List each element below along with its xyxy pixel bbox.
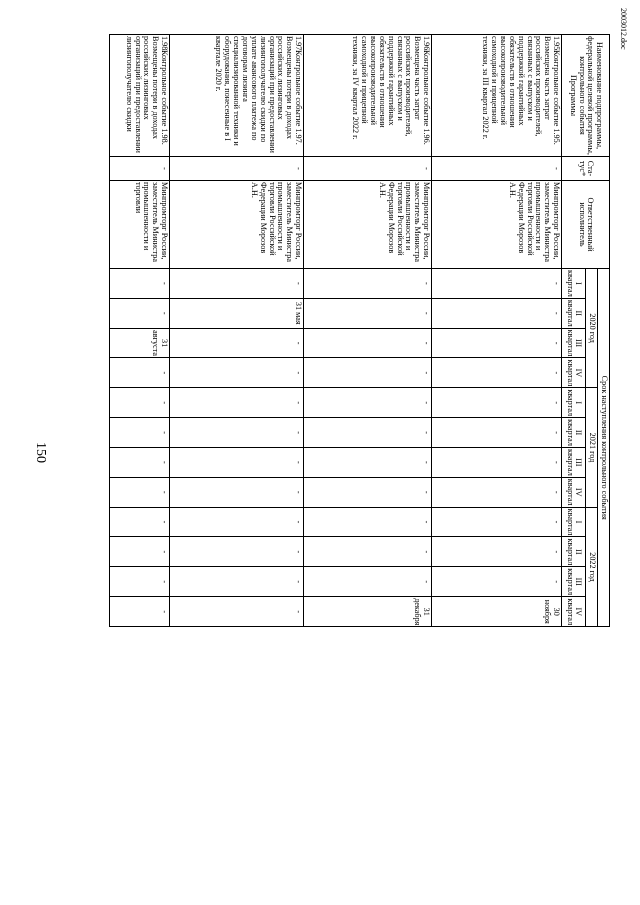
quarter-cell: - — [110, 447, 170, 477]
quarter-cell: - — [432, 388, 562, 418]
quarter-cell: - — [432, 328, 562, 358]
event-name: Контрольное событие 1.96. Возмещена часть затрат российских производителей, связанных с выпуском и поддержкой гарантийных обязательств в отношении высокопроизводительной самоходной и прицепной техники, за IV квартал 2022 г. — [351, 36, 432, 145]
quarter-cell: 31 декабря — [304, 597, 432, 627]
event-name: Контрольное событие 1.98. Возмещены потери в доходах российских лизинговых организаций при предоставлении лизингополучателю скидки — [124, 36, 170, 153]
status-cell: - — [110, 157, 170, 181]
event-name-cell — [304, 35, 432, 157]
event-number: 1.97. — [294, 36, 304, 53]
quarter-cell: - — [170, 418, 304, 448]
event-name-cell — [110, 35, 170, 157]
quarter-header: IV квартал — [562, 477, 586, 507]
responsible-cell: Минпромторг России, заместитель Министра промышленности и торговли — [110, 181, 170, 269]
quarter-cell: - — [110, 567, 170, 597]
col-header-responsible: Ответственный исполнитель — [562, 181, 610, 269]
col-header-status: Ста-тус* — [562, 157, 610, 181]
event-name: Контрольное событие 1.97. Возмещены потери в доходах российских лизинговых организаций при предоставлении лизингополучателю скидки по уплате авансового платежа по договорам лизинга специализированной техники и оборудования, понесенные в I квартале 2020 г. — [214, 36, 304, 153]
quarter-header: III квартал — [562, 567, 586, 597]
quarter-cell: - — [304, 477, 432, 507]
event-number: 1.95. — [552, 36, 562, 53]
event-name: Контрольное событие 1.95. Возмещена часть затрат российских производителей, связанных с выпуском и поддержкой гарантийных обязательств в отношении высокопроизводительной самоходной и прицепной техники, за III квартал 2022 г. — [481, 36, 562, 145]
quarter-cell: - — [432, 477, 562, 507]
quarter-cell: - — [170, 269, 304, 299]
quarter-cell: 31 мая — [170, 298, 304, 328]
quarter-cell: - — [304, 328, 432, 358]
status-cell: - — [170, 157, 304, 181]
event-number: 1.96. — [422, 36, 432, 53]
quarter-cell: - — [432, 567, 562, 597]
quarter-header: IV квартал — [562, 358, 586, 388]
quarter-cell: - — [170, 328, 304, 358]
responsible-cell: Минпромторг России, заместитель Министра промышленности и торговли Российской Федерации Морозов А.Н. — [170, 181, 304, 269]
quarter-cell: - — [110, 597, 170, 627]
quarter-cell: - — [170, 507, 304, 537]
event-name-cell — [170, 35, 304, 157]
quarter-cell: - — [432, 358, 562, 388]
quarter-cell: - — [110, 507, 170, 537]
quarter-cell: - — [110, 537, 170, 567]
quarter-cell: - — [110, 418, 170, 448]
quarter-cell: - — [304, 567, 432, 597]
quarter-cell: - — [110, 477, 170, 507]
quarter-cell: - — [432, 447, 562, 477]
table-row — [432, 35, 562, 627]
quarter-cell: - — [304, 507, 432, 537]
quarter-cell: - — [170, 388, 304, 418]
quarter-cell: - — [432, 418, 562, 448]
responsible-cell: Минпромторг России, заместитель Министра промышленности и торговли Российской Федерации Морозов А.Н. — [432, 181, 562, 269]
quarter-cell: - — [304, 388, 432, 418]
year-header: 2022 год — [586, 507, 598, 627]
page-number: 150 — [33, 442, 48, 463]
quarter-header: II квартал — [562, 298, 586, 328]
quarter-cell: 31 августа — [110, 328, 170, 358]
control-events-table — [109, 34, 610, 627]
quarter-header: I квартал — [562, 507, 586, 537]
quarter-cell: - — [304, 447, 432, 477]
col-header-name: Наименование подпрограммы, федеральной целевой программы, контрольного события Программы — [562, 35, 610, 157]
table-row — [170, 35, 304, 627]
year-header: 2021 год — [586, 388, 598, 507]
footer-code: 2003012.doc — [619, 8, 628, 50]
quarter-cell: - — [110, 298, 170, 328]
responsible-cell: Минпромторг России, заместитель Министра промышленности и торговли Российской Федерации Морозов А.Н. — [304, 181, 432, 269]
quarter-cell: - — [304, 358, 432, 388]
quarter-header: III квартал — [562, 328, 586, 358]
table-row — [110, 35, 170, 627]
event-number: 1.98. — [160, 36, 170, 53]
quarter-cell: - — [170, 477, 304, 507]
quarter-cell: - — [110, 358, 170, 388]
quarter-cell: - — [432, 269, 562, 299]
quarter-cell: - — [432, 507, 562, 537]
table-row — [304, 35, 432, 627]
quarter-cell: - — [170, 447, 304, 477]
quarter-cell: - — [170, 537, 304, 567]
quarter-cell: - — [432, 537, 562, 567]
quarter-header: I квартал — [562, 388, 586, 418]
quarter-cell: - — [110, 388, 170, 418]
quarter-cell: - — [170, 597, 304, 627]
quarter-cell: - — [170, 567, 304, 597]
quarter-header: II квартал — [562, 537, 586, 567]
quarter-cell: - — [432, 298, 562, 328]
quarter-cell: - — [304, 418, 432, 448]
year-header: 2020 год — [586, 269, 598, 388]
quarter-header: IV квартал — [562, 597, 586, 627]
quarter-header: III квартал — [562, 447, 586, 477]
quarter-cell: - — [110, 269, 170, 299]
quarter-header: II квартал — [562, 418, 586, 448]
quarter-cell: - — [304, 537, 432, 567]
quarter-cell: - — [304, 298, 432, 328]
status-cell: - — [432, 157, 562, 181]
quarter-header: I квартал — [562, 269, 586, 299]
status-cell: - — [304, 157, 432, 181]
quarter-cell: - — [170, 358, 304, 388]
quarter-cell: 30 ноября — [432, 597, 562, 627]
quarter-cell: - — [304, 269, 432, 299]
col-header-timeline: Срок наступления контрольного события — [598, 269, 610, 627]
event-name-cell — [432, 35, 562, 157]
